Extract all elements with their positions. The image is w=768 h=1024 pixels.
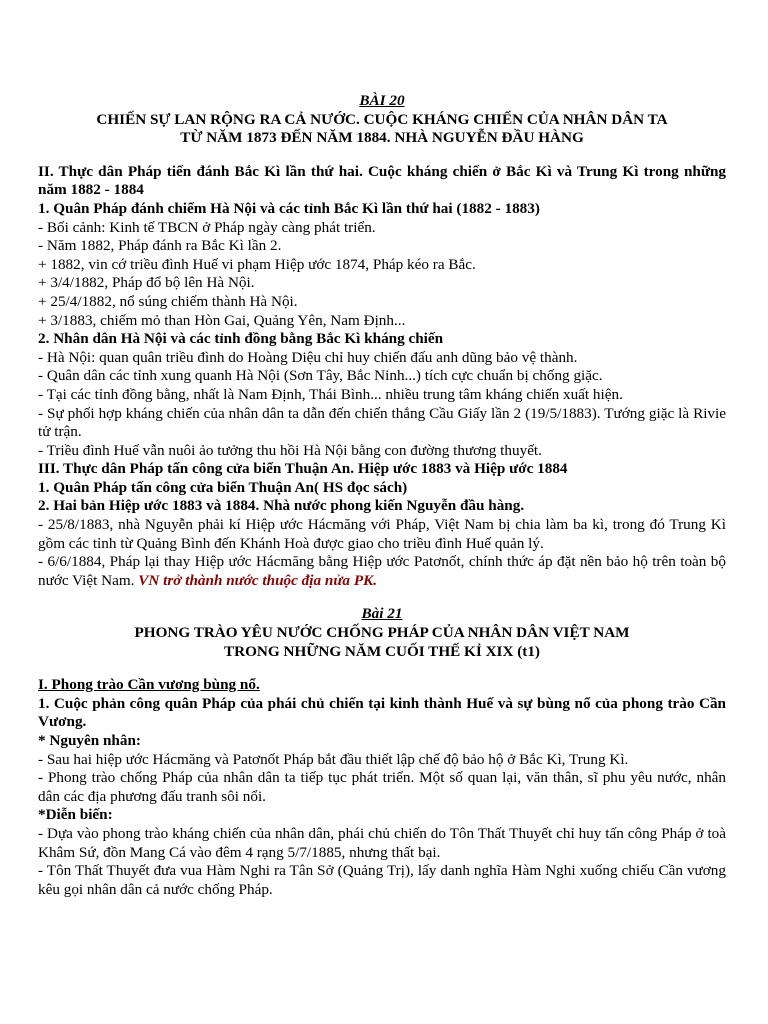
list-item: - Dựa vào phong trào kháng chiến của nhân dân, phái chủ chiến do Tôn Thất Thuyết chỉ huy tấn công Pháp ở toà Khâm Sứ, đồn Mang Cá vào đêm 4 rạng 5/7/1885, nhưng thất bại. (38, 824, 726, 861)
list-item: - Sau hai hiệp ước Hácmăng và Patơnốt Pháp bắt đầu thiết lập chế độ bảo hộ ở Bắc Kì, Trung Kì. (38, 750, 629, 768)
list-item: + 3/4/1882, Pháp đổ bộ lên Hà Nội. (38, 274, 255, 292)
lesson-21-title-line-2: TRONG NHỮNG NĂM CUỐI THẾ KỈ XIX (t1) (224, 642, 540, 660)
list-item: + 3/1883, chiếm mỏ than Hòn Gai, Quảng Yên, Nam Định... (38, 311, 406, 329)
list-item: - 25/8/1883, nhà Nguyễn phải kí Hiệp ước Hácmăng với Pháp, Việt Nam bị chia làm ba kì, trong đó Trung Kì gồm các tỉnh từ Quảng Bình đến Khánh Hoà được giao cho triều đình Huế quản lý. (38, 516, 726, 552)
cause-label: * Nguyên nhân: (38, 732, 141, 749)
subsection-1-heading: 1. Quân Pháp đánh chiếm Hà Nội và các tỉnh Bắc Kì lần thứ hai (1882 - 1883) (38, 199, 540, 217)
s3-subsection-1-heading: 1. Quân Pháp tấn công cửa biển Thuận An( HS đọc sách) (38, 478, 408, 496)
emphasis-text: VN trở thành nước thuộc địa nửa PK. (138, 571, 378, 589)
list-item: - Bối cảnh: Kinh tế TBCN ở Pháp ngày càng phát triển. (38, 218, 376, 236)
list-item (38, 553, 726, 590)
section-1-heading: I. Phong trào Cần vương bùng nổ. (38, 676, 260, 694)
lesson-20-title-line-2: TỪ NĂM 1873 ĐẾN NĂM 1884. NHÀ NGUYỄN ĐẦU HÀNG (180, 129, 584, 147)
section-3-heading: III. Thực dân Pháp tấn công cửa biển Thuận An. Hiệp ước 1883 và Hiệp ước 1884 (38, 460, 568, 478)
lesson-20-title-line-1: CHIẾN SỰ LAN RỘNG RA CẢ NƯỚC. CUỘC KHÁNG CHIẾN CỦA NHÂN DÂN TA (96, 110, 668, 128)
list-item: - Phong trào chống Pháp của nhân dân ta tiếp tục phát triển. Một số quan lại, văn thân, sĩ phu yêu nước, nhân dân các địa phương đấu tranh sôi nổi. (38, 769, 726, 805)
lesson-21-label: Bài 21 (361, 605, 403, 623)
section-2-heading: II. Thực dân Pháp tiến đánh Bắc Kì lần thứ hai. Cuộc kháng chiến ở Bắc Kì và Trung Kì trong những năm 1882 - 1884 (38, 162, 726, 199)
list-item-text: - 6/6/1884, Pháp lại thay Hiệp ước Hácmăng bằng Hiệp ước Patơnốt, chính thức áp đặt nền bảo hộ trên toàn bộ nước Việt Nam. (38, 553, 726, 589)
list-item: - Tôn Thất Thuyết đưa vua Hàm Nghi ra Tân Sở (Quảng Trị), lấy danh nghĩa Hàm Nghi xuống chiếu Cần vương kêu gọi nhân dân cả nước chống Pháp. (38, 862, 726, 898)
s3-subsection-2-heading: 2. Hai bản Hiệp ước 1883 và 1884. Nhà nước phong kiến Nguyễn đầu hàng. (38, 497, 525, 515)
list-item: - Hà Nội: quan quân triều đình do Hoàng Diệu chỉ huy chiến đấu anh dũng bảo vệ thành. (38, 348, 578, 366)
subsection-1-heading: 1. Cuộc phản công quân Pháp của phái chủ chiến tại kinh thành Huế và sự bùng nổ của phong trào Cần Vương. (38, 694, 726, 731)
lesson-20-label: BÀI 20 (359, 92, 405, 109)
list-item: + 25/4/1882, nổ súng chiếm thành Hà Nội. (38, 292, 298, 310)
list-item: - Sự phối hợp kháng chiến của nhân dân ta dẫn đến chiến thắng Cầu Giấy lần 2 (19/5/1883). Tướng giặc là Rivie tử trận. (38, 404, 726, 441)
list-item: - Tại các tỉnh đồng bằng, nhất là Nam Định, Thái Bình... nhiều trung tâm kháng chiến xuất hiện. (38, 385, 623, 403)
lesson-21-title-line-1: PHONG TRÀO YÊU NƯỚC CHỐNG PHÁP CỦA NHÂN DÂN VIỆT NAM (134, 624, 630, 642)
list-item: - Quân dân các tỉnh xung quanh Hà Nội (Sơn Tây, Bắc Ninh...) tích cực chuẩn bị chống giặc. (38, 367, 603, 385)
list-item: + 1882, vin cớ triều đình Huế vi phạm Hiệp ước 1874, Pháp kéo ra Bắc. (38, 255, 476, 273)
subsection-2-heading: 2. Nhân dân Hà Nội và các tỉnh đồng bằng Bắc Kì kháng chiến (38, 330, 444, 348)
events-label: *Diễn biến: (38, 806, 113, 824)
list-item: - Năm 1882, Pháp đánh ra Bắc Kì lần 2. (38, 237, 282, 255)
list-item: - Triều đình Huế vẫn nuôi ảo tưởng thu hồi Hà Nội bằng con đường thương thuyết. (38, 441, 542, 459)
document-page (38, 92, 726, 899)
